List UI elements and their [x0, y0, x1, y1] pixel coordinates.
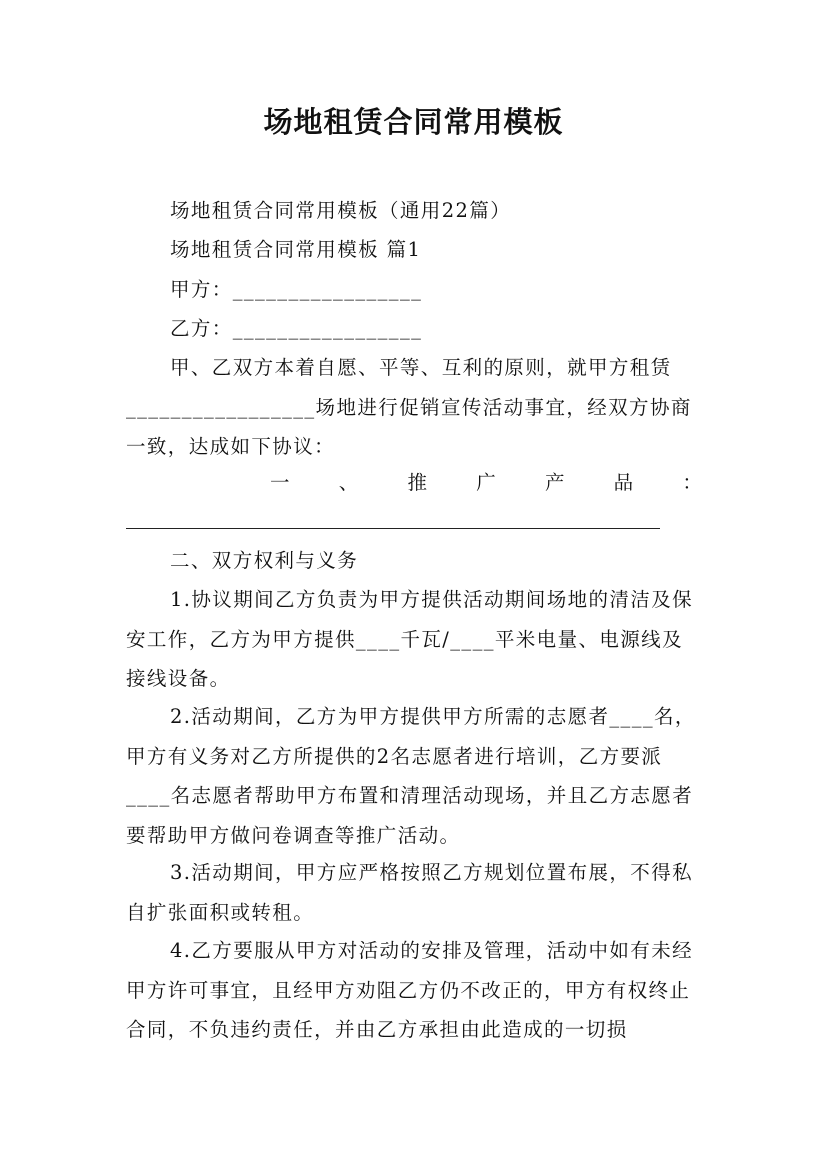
spread-char: 广 [476, 471, 496, 494]
spread-char: 一 [270, 471, 290, 494]
document-title: 场地租赁合同常用模板 [263, 105, 564, 139]
clause-3: 3.活动期间，甲方应严格按照乙方规划位置布展，不得私自扩张面积或转租。 [126, 861, 694, 924]
section-heading: 场地租赁合同常用模板 篇1 [170, 238, 422, 261]
clause-1: 1.协议期间乙方负责为甲方提供活动期间场地的清洁及保安工作，乙方为甲方提供____千瓦/____平米电量、电源线及接线设备。 [126, 588, 694, 690]
intro-paragraph: 甲、乙双方本着自愿、平等、互利的原则，就甲方租赁_________________场地进行促销宣传活动事宜，经双方协商一致，达成如下协议： [126, 356, 692, 458]
clause-2: 2.活动期间，乙方为甲方提供甲方所需的志愿者____名，甲方有义务对乙方所提供的2名志愿者进行培训，乙方要派____名志愿者帮助甲方布置和清理活动现场，并且乙方志愿者要帮助甲方做问卷调查等推广活动。 [126, 705, 696, 847]
clause-4: 4.乙方要服从甲方对活动的安排及管理，活动中如有未经甲方许可事宜，且经甲方劝阻乙方仍不改正的，甲方有权终止合同，不负违约责任，并由乙方承担由此造成的一切损 [126, 939, 694, 1041]
promoted-product-line [126, 463, 702, 503]
spread-char: ： [682, 471, 702, 494]
spread-char: 品 [613, 471, 634, 494]
section-heading-2: 二、双方权利与义务 [170, 549, 359, 572]
spread-char: 、 [338, 471, 359, 494]
party-a-line: 甲方：_________________ [170, 278, 423, 301]
spread-char: 推 [407, 471, 427, 494]
product-blank-underline [126, 528, 660, 529]
spread-char: 产 [544, 471, 565, 494]
subtitle-line: 场地租赁合同常用模板（通用22篇） [170, 199, 512, 222]
party-b-line: 乙方：_________________ [170, 317, 423, 340]
